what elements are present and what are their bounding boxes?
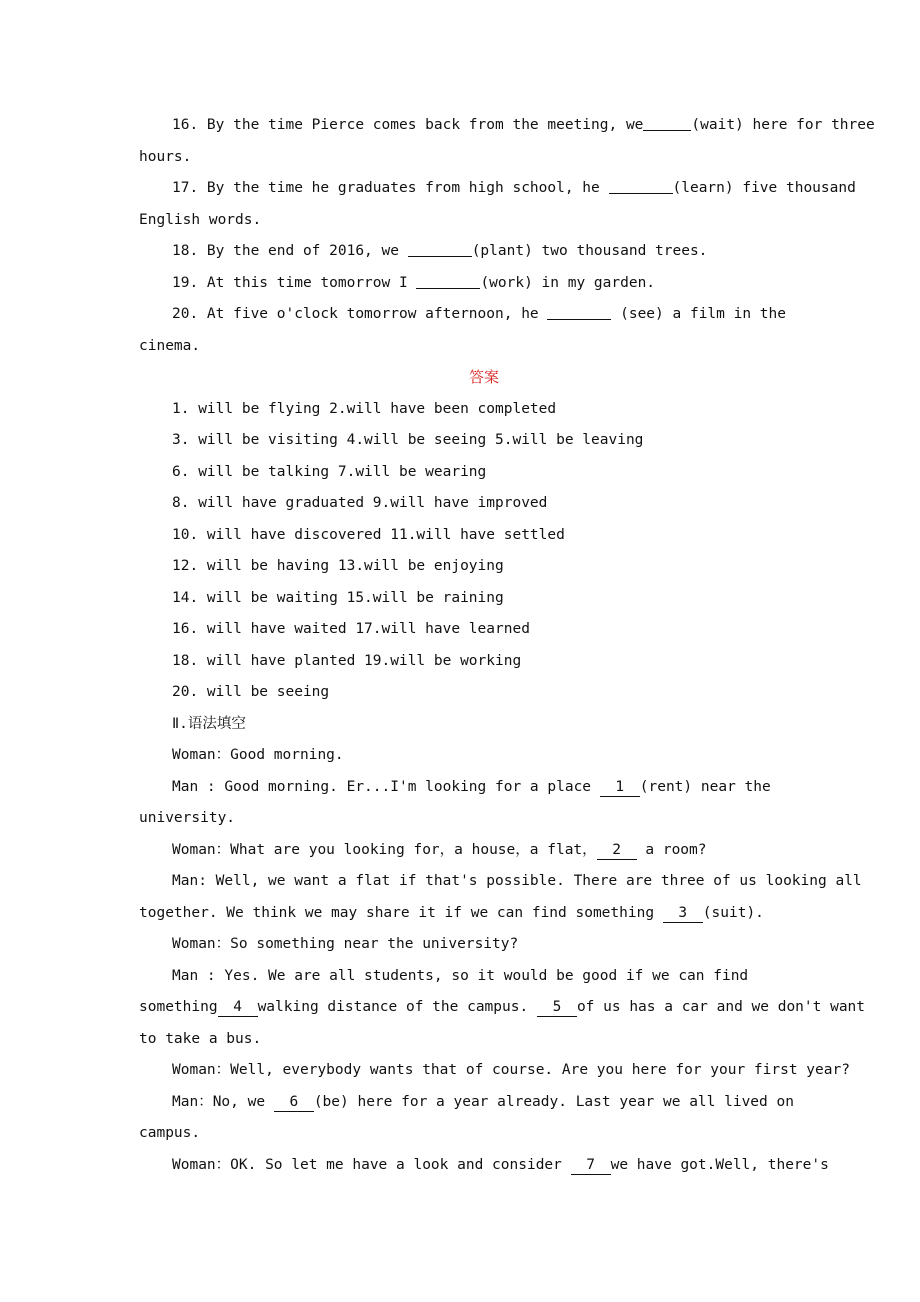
dialogue-line: Man: Well, we want a flat if that's possible. There are three of us looking all: [172, 873, 862, 889]
exercise-20-cont: cinema.: [139, 337, 201, 354]
exercise-17-cont: English words.: [139, 211, 262, 228]
dialogue-line: Woman：Well, everybody wants that of course. Are you here for your first year?: [172, 1062, 850, 1078]
numbered-blank: 2: [597, 842, 637, 860]
numbered-blank: 7: [571, 1157, 611, 1175]
answer-blank: [408, 239, 472, 257]
exercise-20: 20. At five o'clock tomorrow afternoon, he (see) a film in the: [139, 299, 829, 331]
answer-line: 14. will be waiting 15.will be raining: [172, 589, 504, 606]
answer-line: 10. will have discovered 11.will have settled: [172, 526, 565, 543]
answer-blank: [609, 176, 673, 194]
answers-title: 答案: [468, 368, 499, 386]
dialogue-line: something 4 walking distance of the campus. 5 of us has a car and we don't want: [139, 999, 866, 1015]
answer-line: 3. will be visiting 4.will be seeing 5.will be leaving: [172, 432, 644, 448]
dialogue-line: Woman：OK. So let me have a look and consider 7 we have got.Well, there's: [172, 1156, 829, 1173]
dialogue-line: Woman：So something near the university?: [172, 936, 519, 952]
section-heading: Ⅱ.语法填空: [172, 715, 246, 732]
dialogue-line: to take a bus.: [139, 1030, 262, 1047]
answer-line: 16. will have waited 17.will have learned: [172, 621, 530, 637]
answer-blank: [643, 113, 691, 131]
dialogue-line: university.: [139, 810, 236, 826]
exercise-19: 19. At this time tomorrow I (work) in my garden.: [139, 268, 829, 300]
answer-line: 18. will have planted 19.will be working: [172, 652, 522, 669]
answer-blank: [416, 271, 480, 289]
answer-line: 20. will be seeing: [172, 684, 330, 700]
dialogue-line: campus.: [139, 1125, 201, 1141]
answer-blank: [547, 302, 611, 320]
dialogue-line: Man : Good morning. Er...I'm looking for a place 1 (rent) near the: [172, 778, 771, 795]
answer-line: 8. will have graduated 9.will have improved: [172, 495, 548, 511]
exercise-17: 17. By the time he graduates from high school, he (learn) five thousand: [139, 173, 829, 205]
answer-line: 12. will be having 13.will be enjoying: [172, 558, 504, 574]
dialogue-line: Man : Yes. We are all students, so it would be good if we can find: [172, 967, 749, 984]
numbered-blank: 4: [218, 999, 258, 1017]
numbered-blank: 5: [537, 999, 577, 1017]
dialogue-line: Woman：What are you looking for，a house，a flat， 2 a room?: [172, 841, 707, 858]
document-body: [139, 110, 875, 1181]
answer-line: 1. will be flying 2.will have been completed: [172, 400, 557, 417]
numbered-blank: 1: [600, 779, 640, 797]
dialogue-line: together. We think we may share it if we can find something 3 (suit).: [139, 904, 764, 921]
exercise-18: 18. By the end of 2016, we (plant) two thousand trees.: [139, 236, 829, 268]
exercise-16: 16. By the time Pierce comes back from the meeting, we (wait) here for three: [139, 110, 829, 142]
dialogue-line: Man：No, we 6 (be) here for a year already. Last year we all lived on: [172, 1093, 794, 1110]
answer-line: 6. will be talking 7.will be wearing: [172, 463, 487, 480]
numbered-blank: 3: [663, 905, 703, 923]
dialogue-line: Woman：Good morning.: [172, 747, 344, 763]
numbered-blank: 6: [274, 1094, 314, 1112]
exercise-16-cont: hours.: [139, 148, 192, 165]
